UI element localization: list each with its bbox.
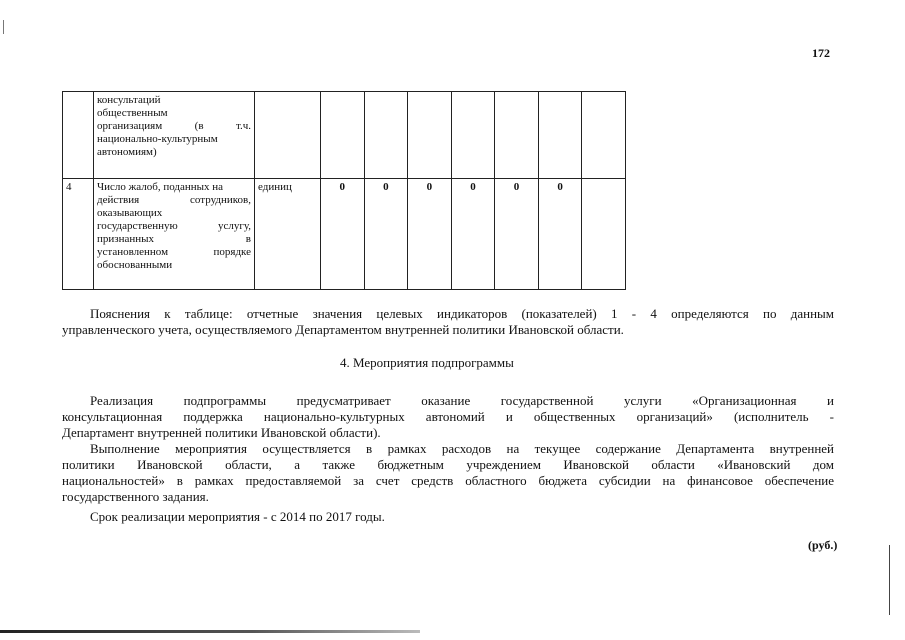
paragraph-line: государственного задания. [62, 489, 209, 504]
indicator-description [94, 179, 255, 290]
section-heading: 4. Мероприятия подпрограммы [340, 355, 514, 370]
value-cell [538, 92, 582, 179]
description-line: консультаций [97, 94, 161, 106]
row-number [63, 92, 94, 179]
units-label: (руб.) [808, 538, 838, 552]
description-line: организациям (в т.ч. [97, 120, 251, 132]
paragraph-line: Срок реализации мероприятия - с 2014 по 2017 годы. [90, 509, 385, 524]
description-line: национально-культурным [97, 133, 218, 145]
scan-artifact-bottom [0, 630, 420, 633]
unit-cell [255, 92, 321, 179]
value-cell [582, 179, 626, 290]
unit-cell: единиц [255, 179, 321, 290]
paragraph-implementation [62, 441, 834, 505]
value-cell [451, 92, 495, 179]
value-cell: 0 [364, 179, 408, 290]
value-cell: 0 [321, 179, 365, 290]
note-line: Пояснения к таблице: отчетные значения целевых индикаторов (показателей) 1 - 4 определяются по данным [90, 306, 834, 321]
value-cell [495, 92, 539, 179]
value-cell: 0 [451, 179, 495, 290]
paragraph-term [90, 509, 834, 525]
value-cell [364, 92, 408, 179]
value-cell [321, 92, 365, 179]
description-line: действия сотрудников, [97, 194, 251, 206]
value-cell [408, 92, 452, 179]
scan-artifact-left [3, 20, 4, 34]
description-line: признанных в [97, 233, 251, 245]
value-cell: 0 [408, 179, 452, 290]
paragraph-line: политики Ивановской области, а также бюджетным учреждением Ивановской области «Ивановский дом [62, 457, 834, 472]
description-line: государственную услугу, [97, 220, 251, 232]
note-line: управленческого учета, осуществляемого Департаментом внутренней политики Ивановской области. [62, 322, 624, 337]
paragraph-line: Реализация подпрограммы предусматривает оказание государственной услуги «Организационная и [90, 393, 834, 408]
description-line: оказывающих [97, 207, 163, 219]
value-cell: 0 [495, 179, 539, 290]
table-row [63, 179, 626, 290]
table-note [62, 306, 834, 338]
page-number: 172 [812, 46, 830, 60]
paragraph-line: Департамент внутренней политики Ивановской области). [62, 425, 381, 440]
description-line: установленном порядке [97, 246, 251, 258]
description-line: общественным [97, 107, 168, 119]
description-line: Число жалоб, поданных на [97, 181, 224, 193]
description-line: автономиям) [97, 146, 157, 158]
scan-artifact-right [889, 545, 890, 615]
row-number: 4 [63, 179, 94, 290]
description-line: обоснованными [97, 259, 173, 271]
indicator-description [94, 92, 255, 179]
value-cell: 0 [538, 179, 582, 290]
indicators-table [62, 91, 626, 290]
paragraph-service [62, 393, 834, 441]
value-cell [582, 92, 626, 179]
paragraph-line: консультационная поддержка национально-культурных автономий и общественных организаций» (исполнитель - [62, 409, 834, 424]
paragraph-line: национальностей» в рамках предоставляемой за счет средств областного бюджета субсидии на финансовое обеспечение [62, 473, 834, 488]
paragraph-line: Выполнение мероприятия осуществляется в рамках расходов на текущее содержание Департамента внутренней [90, 441, 834, 456]
table-row [63, 92, 626, 179]
